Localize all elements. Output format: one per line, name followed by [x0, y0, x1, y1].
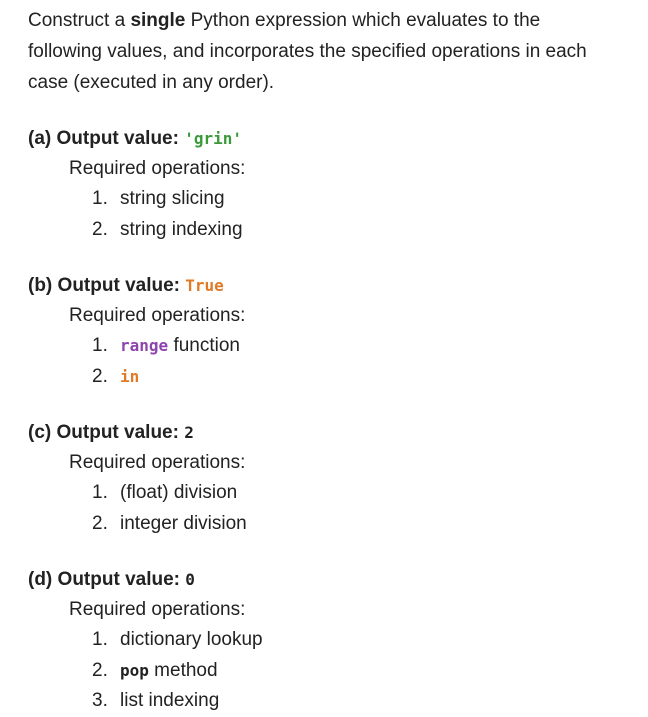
required-operations-label: Required operations:	[69, 599, 246, 620]
item-code: in	[120, 366, 140, 386]
item-text: (float) division	[120, 482, 238, 503]
output-value: 0	[185, 570, 195, 589]
item-number: 1.	[92, 482, 108, 503]
item-number: 2.	[92, 512, 108, 534]
item-number: 2.	[92, 218, 108, 240]
item-text: integer division	[120, 512, 247, 534]
item-text: list indexing	[120, 690, 220, 711]
intro-text-line3: case (executed in any order).	[28, 72, 275, 93]
output-value: 2	[184, 423, 194, 442]
item-text: method	[148, 659, 218, 681]
question-label: (c) Output value:	[28, 422, 185, 443]
item-number: 2.	[92, 365, 108, 387]
question-heading	[28, 565, 638, 595]
required-operations-label: Required operations:	[69, 158, 246, 179]
item-number: 2.	[92, 659, 108, 681]
item-text: string indexing	[120, 218, 243, 240]
question-heading	[28, 124, 638, 154]
question-label: (d) Output value:	[28, 569, 186, 590]
item-number: 1.	[92, 188, 108, 209]
output-value: True	[185, 276, 224, 295]
intro-bold-word: single	[130, 10, 186, 31]
operations-list	[28, 331, 638, 392]
question-c	[28, 418, 638, 539]
item-code: range	[120, 336, 169, 355]
question-b	[28, 271, 638, 392]
output-value: 'grin'	[184, 129, 243, 148]
list-item	[92, 509, 638, 540]
question-d	[28, 565, 638, 717]
problem-document	[28, 5, 638, 717]
list-item	[92, 625, 638, 656]
item-number: 1.	[92, 629, 108, 650]
operations-list	[28, 625, 638, 717]
item-number: 3.	[92, 690, 108, 711]
intro-paragraph	[28, 5, 638, 98]
list-item	[92, 686, 638, 717]
intro-text-line2: following values, and incorporates the specified operations in each	[28, 41, 587, 62]
intro-text-line1: Python expression which evaluates to the	[185, 10, 541, 31]
intro-text-start: Construct a	[28, 10, 131, 31]
list-item	[92, 478, 638, 509]
item-text: function	[168, 335, 240, 356]
question-heading	[28, 418, 638, 448]
list-item	[92, 215, 638, 246]
item-text: dictionary lookup	[120, 629, 263, 650]
list-item	[92, 656, 638, 687]
list-item	[92, 184, 638, 215]
item-text: string slicing	[120, 188, 225, 209]
required-operations-label: Required operations:	[69, 452, 246, 473]
list-item	[92, 331, 638, 362]
question-a	[28, 124, 638, 245]
item-code: pop	[120, 660, 149, 680]
question-heading	[28, 271, 638, 301]
item-number: 1.	[92, 335, 108, 356]
operations-list	[28, 184, 638, 245]
required-operations-label: Required operations:	[69, 305, 246, 326]
question-label: (b) Output value:	[28, 275, 186, 296]
question-label: (a) Output value:	[28, 128, 185, 149]
list-item	[92, 362, 638, 393]
operations-list	[28, 478, 638, 539]
